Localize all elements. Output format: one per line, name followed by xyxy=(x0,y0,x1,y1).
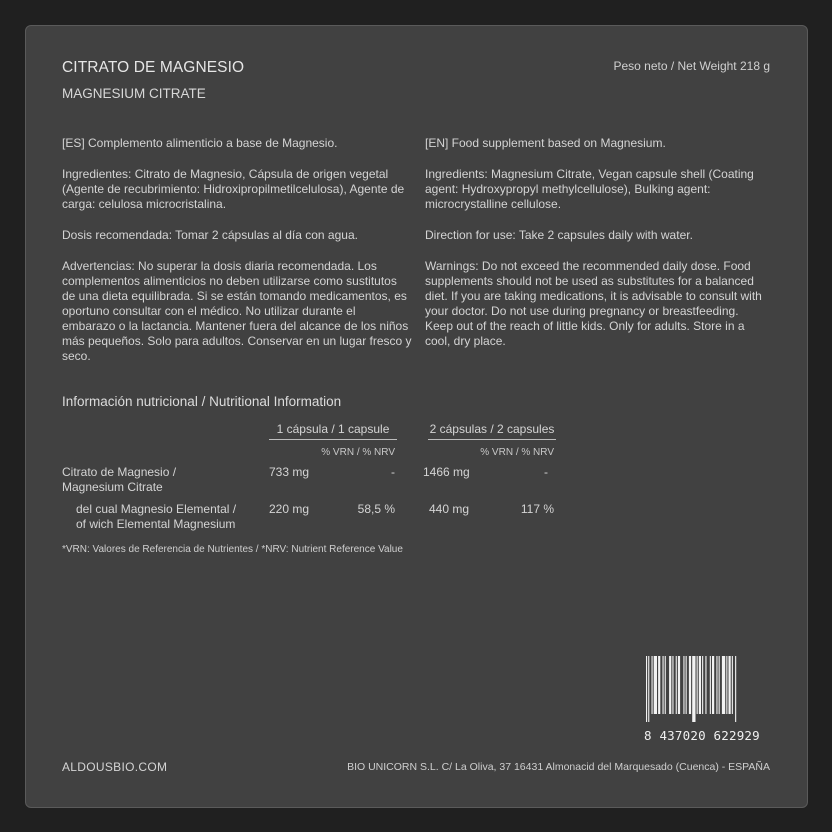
barcode-bar xyxy=(722,656,725,714)
row1-col2-amount: 1466 mg xyxy=(423,465,470,479)
company-address: BIO UNICORN S.L. C/ La Oliva, 37 16431 Almonacid del Marquesado (Cuenca) - ESPAÑA xyxy=(347,761,770,773)
row1-col2-pct: - xyxy=(544,465,548,479)
barcode-bar xyxy=(699,656,701,714)
row1-col1-pct: - xyxy=(391,465,395,479)
row2-col2-amount: 440 mg xyxy=(429,502,470,516)
en-intro: [EN] Food supplement based on Magnesium. xyxy=(425,136,666,150)
table-row-label: Citrato de Magnesio / Magnesium Citrate xyxy=(62,465,177,494)
barcode-bar xyxy=(658,656,660,714)
col2-vrn-label: % VRN / % NRV xyxy=(480,447,554,458)
barcode xyxy=(644,656,772,743)
row2-col2-pct: 117 % xyxy=(520,502,554,516)
table-row-label: del cual Magnesio Elemental / of wich Elemental Magnesium xyxy=(76,502,237,531)
barcode-bar xyxy=(710,656,711,714)
barcode-bar xyxy=(726,656,727,714)
col1-underline xyxy=(269,439,397,440)
barcode-bar xyxy=(646,656,647,722)
barcode-bar xyxy=(712,656,714,714)
barcode-bar xyxy=(702,656,703,714)
website-link[interactable]: ALDOUSBIO.COM xyxy=(62,760,168,774)
barcode-bar xyxy=(732,656,733,714)
product-title: CITRATO DE MAGNESIO xyxy=(62,59,245,76)
barcode-bar xyxy=(665,656,666,714)
spanish-text-column xyxy=(62,136,412,380)
barcode-bar xyxy=(676,656,677,714)
net-weight: Peso neto / Net Weight 218 g xyxy=(613,59,770,73)
barcode-bar xyxy=(686,656,687,714)
es-intro: [ES] Complemento alimenticio a base de Magnesio. xyxy=(62,136,338,150)
col1-vrn-label: % VRN / % NRV xyxy=(321,447,395,458)
barcode-bars xyxy=(644,656,772,722)
barcode-bar xyxy=(689,656,691,714)
en-warnings: Warnings: Do not exceed the recommended daily dose. Food supplements should not be used as substitutes for a balanced diet. If you are taking medications, it is advisable to consult with your doctor. Do not use during pregnancy or breastfeeding. Keep out of the reach of little kids. Only for adults. Store in a cool, dry place. xyxy=(425,259,762,348)
barcode-bar xyxy=(678,656,680,714)
es-warnings: Advertencias: No superar la dosis diaria recomendada. Los complementos alimenticios no deben utilizarse como sustitutos de una dieta equilibrada. Si se están tomando medicamentos, es oportuno consultar con el médico. No utilizar durante el embarazo o la lactancia. Mantener fuera del alcance de los niños más pequeños. Solo para adultos. Conservar en un lugar fresco y seco. xyxy=(62,259,412,363)
barcode-bar xyxy=(672,656,673,714)
row2-col1-amount: 220 mg xyxy=(269,502,310,516)
en-ingredients: Ingredients: Magnesium Citrate, Vegan capsule shell (Coating agent: Hydroxypropyl methylcellulose), Bulking agent: microcrystalline cellulose. xyxy=(425,167,754,211)
nutrition-footnote: *VRN: Valores de Referencia de Nutrientes / *NRV: Nutrient Reference Value xyxy=(62,544,403,555)
row2-col1-pct: 58,5 % xyxy=(357,502,395,516)
es-ingredients: Ingredientes: Citrato de Magnesio, Cápsula de origen vegetal (Agente de recubrimiento: Hidroxipropilmetilcelulosa), Agente de carga: celulosa microcristalina. xyxy=(62,167,405,211)
row1-col1-amount: 733 mg xyxy=(269,465,310,479)
barcode-digits: 8 437020 622929 xyxy=(644,728,760,743)
nutrition-title: Información nutricional / Nutritional Information xyxy=(62,394,342,409)
product-subtitle: MAGNESIUM CITRATE xyxy=(62,86,206,101)
col1-header: 1 cápsula / 1 capsule xyxy=(276,422,390,436)
barcode-bar xyxy=(716,656,717,714)
en-dose: Direction for use: Take 2 capsules daily with water. xyxy=(425,228,693,242)
barcode-bar xyxy=(654,656,657,714)
barcode-bar xyxy=(697,656,698,714)
barcode-bar xyxy=(735,656,736,722)
barcode-bar xyxy=(729,656,731,714)
barcode-bar xyxy=(648,656,649,722)
barcode-bar xyxy=(669,656,671,714)
col2-underline xyxy=(428,439,556,440)
es-dose: Dosis recomendada: Tomar 2 cápsulas al día con agua. xyxy=(62,228,358,242)
barcode-bar xyxy=(719,656,720,714)
barcode-bar xyxy=(652,656,653,714)
english-text-column xyxy=(425,136,765,365)
barcode-bar xyxy=(683,656,684,714)
barcode-bar xyxy=(705,656,706,714)
col2-header: 2 cápsulas / 2 capsules xyxy=(429,422,555,436)
product-label-card xyxy=(25,25,808,808)
barcode-bar xyxy=(663,656,664,714)
barcode-bar xyxy=(692,656,695,722)
